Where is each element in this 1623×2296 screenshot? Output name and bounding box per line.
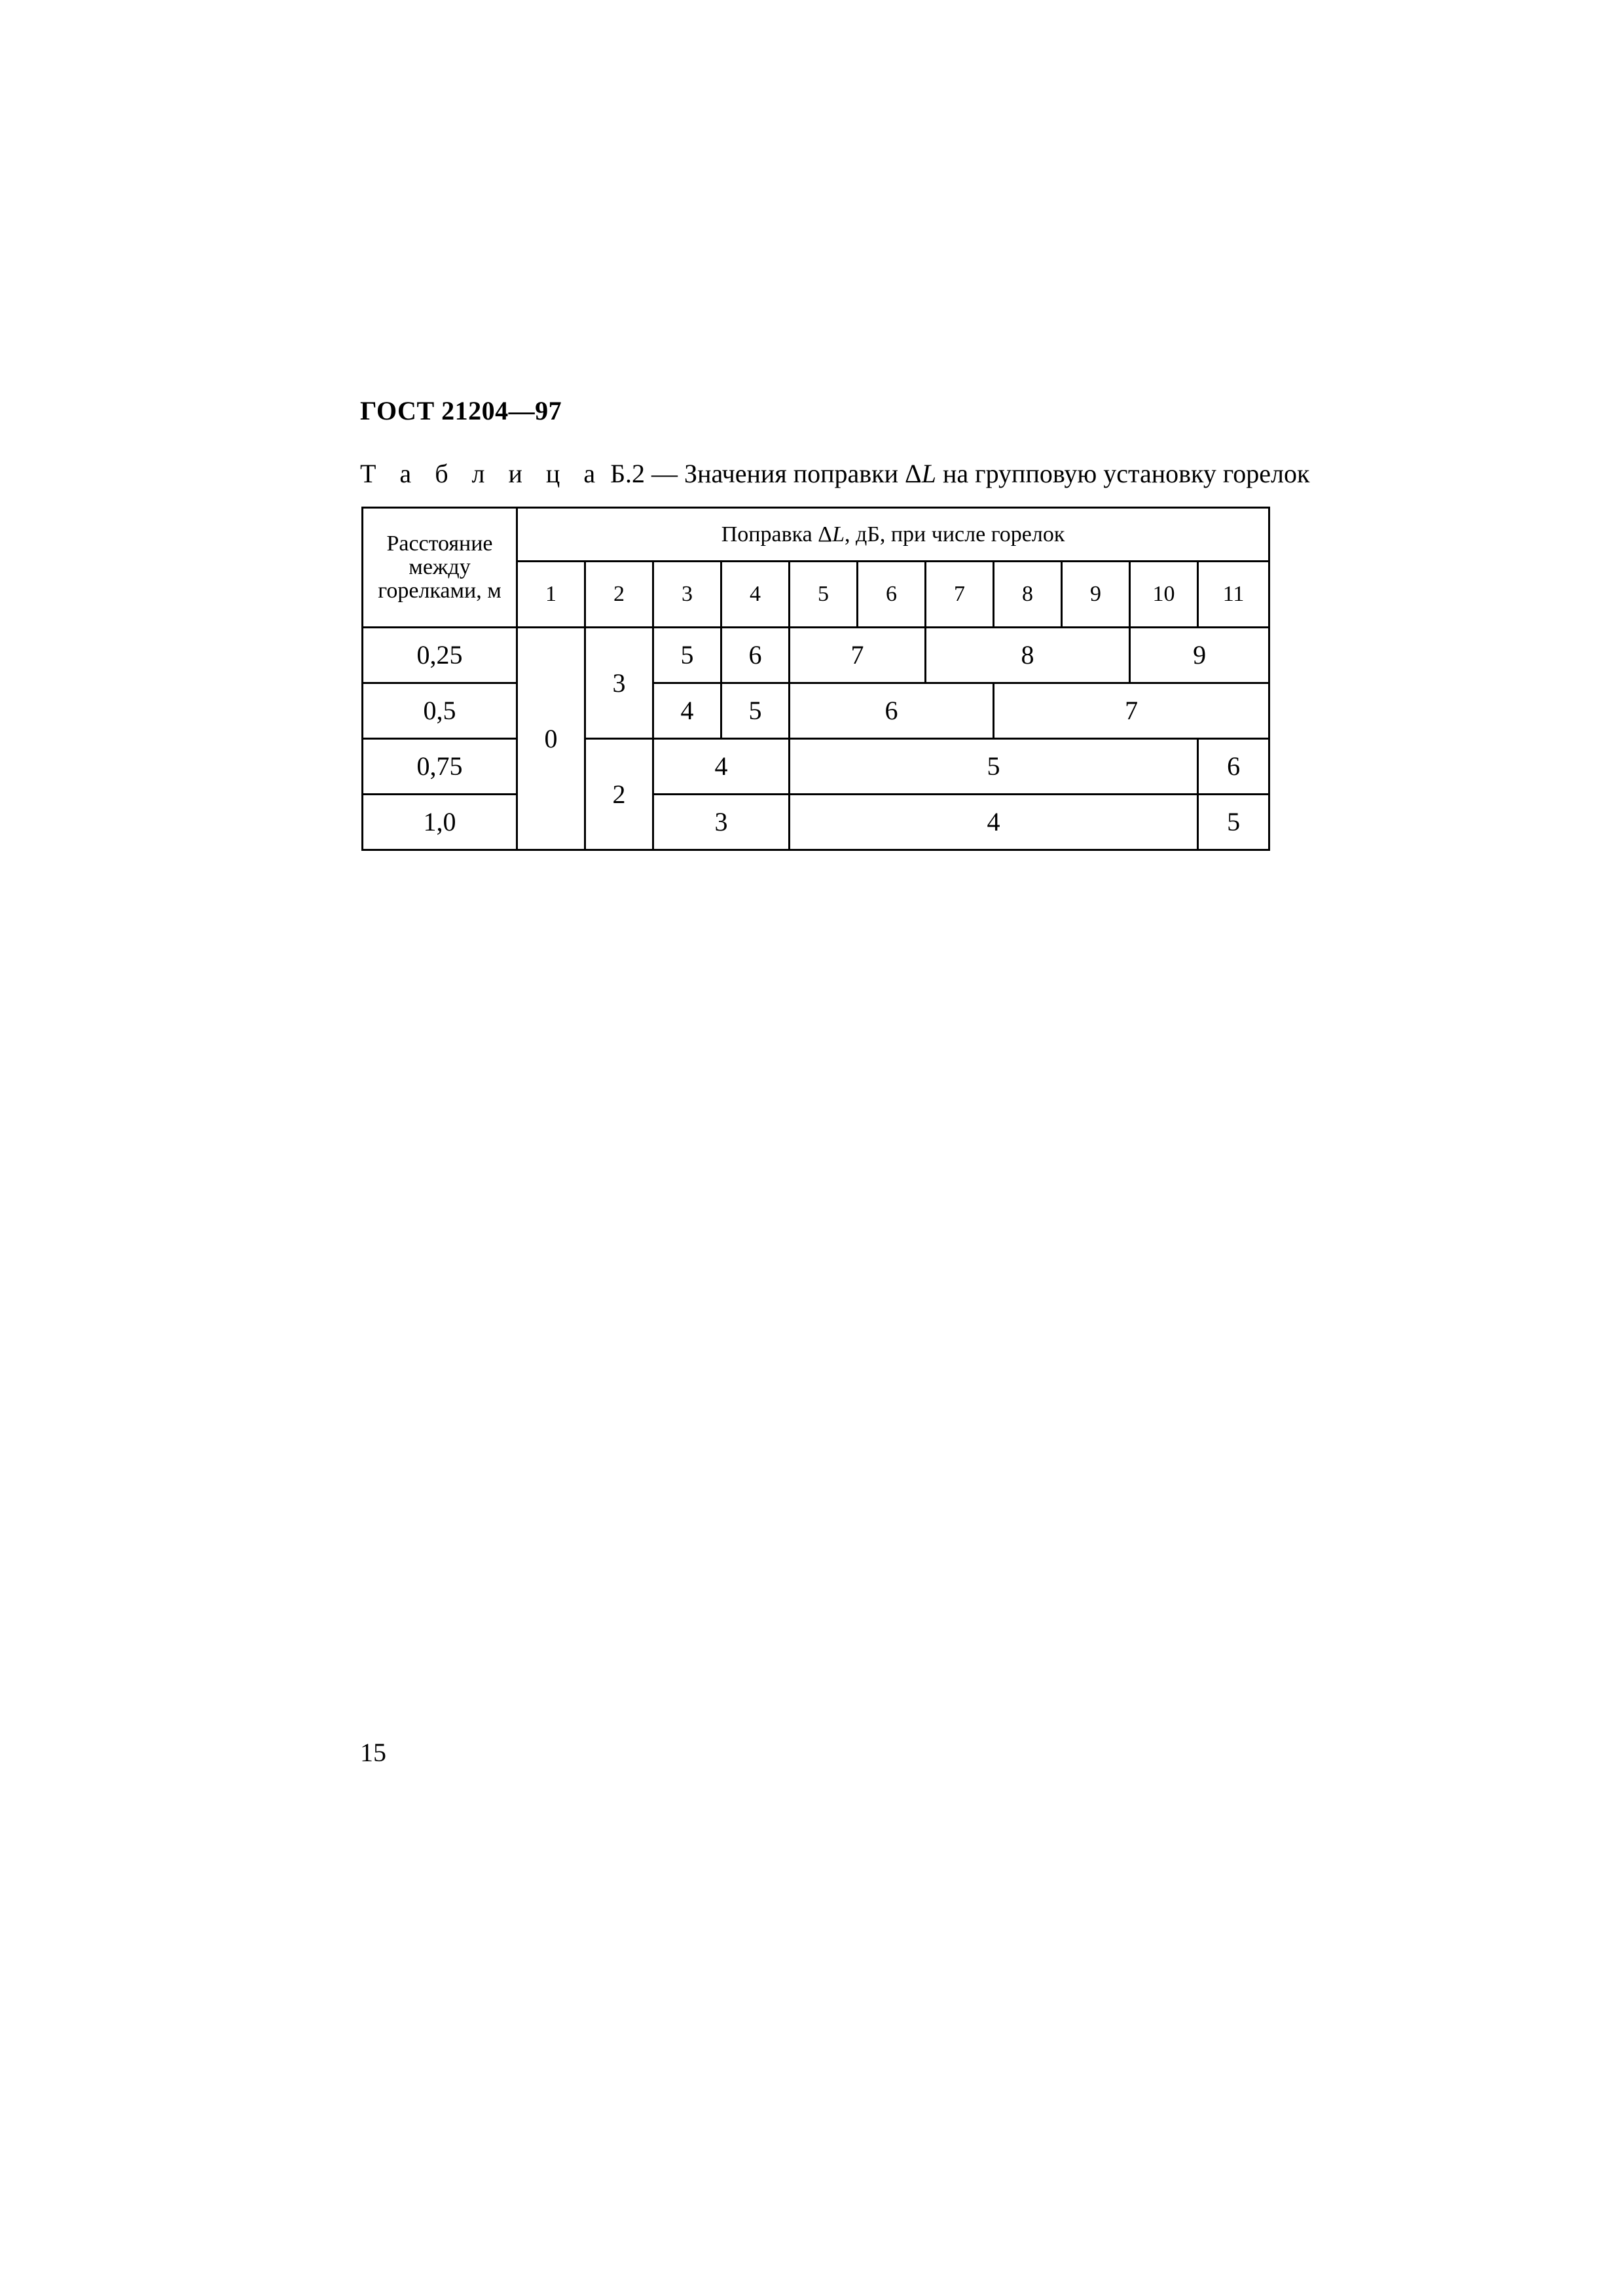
value-cell: 0	[517, 628, 585, 850]
burner-count-cell: 1	[517, 562, 585, 628]
corner-header-line-2: между	[409, 555, 471, 580]
value-cell: 3	[653, 795, 790, 850]
group-header-cell	[517, 508, 1269, 562]
caption-symbol: L	[921, 459, 936, 488]
table-row	[363, 795, 1269, 850]
burner-count-cell: 7	[926, 562, 994, 628]
value-cell: 7	[790, 628, 926, 683]
group-header-after: , дБ, при числе горелок	[845, 522, 1065, 547]
distance-cell: 0,75	[363, 739, 517, 795]
value-cell: 2	[585, 739, 653, 850]
group-header-symbol: L	[832, 522, 845, 547]
value-cell: 3	[585, 628, 653, 739]
page-number: 15	[360, 1738, 386, 1767]
value-cell: 5	[1198, 795, 1269, 850]
distance-cell: 1,0	[363, 795, 517, 850]
corner-header-line-3: горелками, м	[378, 578, 501, 603]
table-caption	[360, 458, 1309, 489]
correction-table	[361, 507, 1270, 851]
group-header-before: Поправка Δ	[721, 522, 833, 547]
burner-count-cell: 4	[721, 562, 790, 628]
corner-header-cell	[363, 508, 517, 628]
value-cell: 6	[1198, 739, 1269, 795]
caption-text-after: на групповую установку горелок	[936, 459, 1310, 488]
table-header-row	[363, 508, 1269, 562]
burner-count-cell: 10	[1130, 562, 1198, 628]
value-cell: 4	[653, 739, 790, 795]
distance-cell: 0,5	[363, 683, 517, 739]
value-cell: 6	[790, 683, 994, 739]
burner-count-cell: 5	[790, 562, 858, 628]
burner-count-cell: 8	[994, 562, 1062, 628]
burner-count-cell: 9	[1062, 562, 1130, 628]
caption-text-before: — Значения поправки Δ	[645, 459, 922, 488]
corner-header-line-1: Расстояние	[386, 531, 493, 556]
value-cell: 8	[926, 628, 1130, 683]
distance-cell: 0,25	[363, 628, 517, 683]
value-cell: 5	[653, 628, 721, 683]
value-cell: 5	[790, 739, 1198, 795]
document-header: ГОСТ 21204—97	[360, 396, 562, 425]
value-cell: 5	[721, 683, 790, 739]
table-row	[363, 683, 1269, 739]
burner-count-cell: 6	[858, 562, 926, 628]
caption-label: Т а б л и ц а	[360, 459, 604, 488]
value-cell: 4	[653, 683, 721, 739]
burner-count-cell: 2	[585, 562, 653, 628]
burner-count-cell: 11	[1198, 562, 1269, 628]
table-row	[363, 628, 1269, 683]
caption-number: Б.2	[610, 459, 646, 488]
burner-count-cell: 3	[653, 562, 721, 628]
value-cell: 7	[994, 683, 1269, 739]
value-cell: 4	[790, 795, 1198, 850]
value-cell: 6	[721, 628, 790, 683]
value-cell: 9	[1130, 628, 1269, 683]
table-row	[363, 739, 1269, 795]
